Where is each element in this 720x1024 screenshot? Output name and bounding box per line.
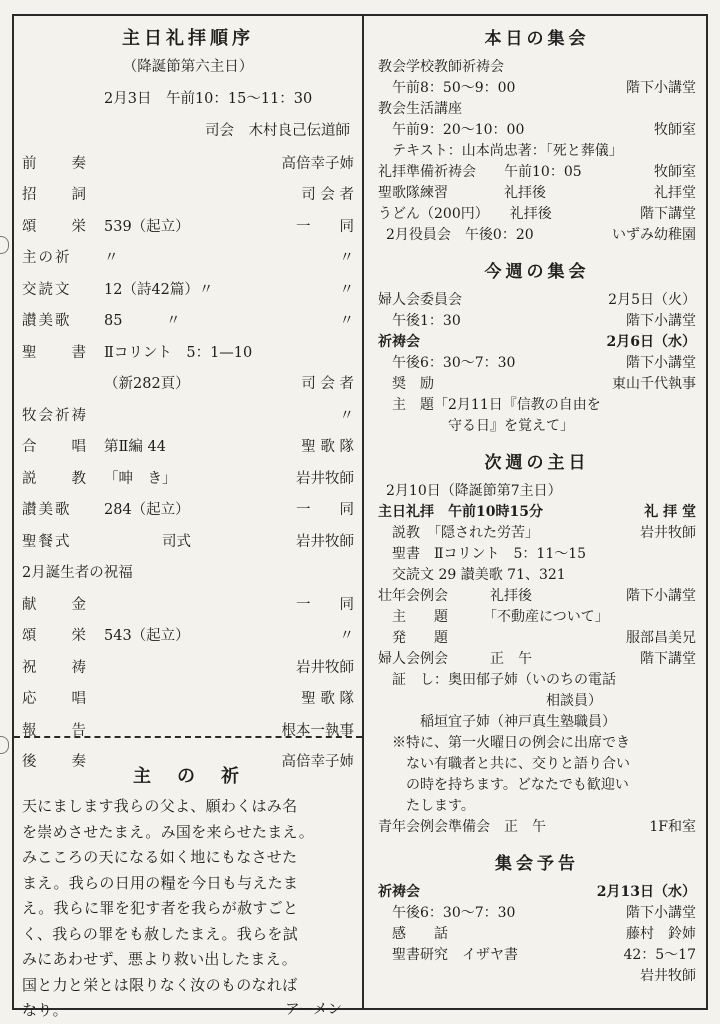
upcoming-line xyxy=(378,965,696,986)
order-label: 讃美歌 xyxy=(22,502,72,519)
order-leader: 一 同 xyxy=(296,596,354,613)
order-leader: 高倍幸子姉 xyxy=(281,754,354,771)
order-row xyxy=(22,211,354,243)
nextweek-line xyxy=(378,753,696,774)
thisweek-line-text: 婦人会委員会 xyxy=(378,292,462,308)
nextweek-line-place: 礼 拝 堂 xyxy=(644,504,696,520)
today-line-text: 午前9：20〜10：00 xyxy=(392,122,525,138)
order-label: 頌 栄 xyxy=(22,218,88,235)
order-detail: 85 〃 xyxy=(104,313,181,330)
order-row xyxy=(22,652,354,684)
nextweek-line-place: 岩井牧師 xyxy=(640,525,696,541)
nextweek-line-text: 発 題 xyxy=(392,630,448,646)
nextweek-line-text: 婦人会例会 正 午 xyxy=(378,651,532,667)
upcoming-line-place: 2月13日（水） xyxy=(596,884,696,900)
today-line xyxy=(378,77,696,98)
order-row xyxy=(22,148,354,180)
order-row xyxy=(22,526,354,558)
order-leader: 聖 歌 隊 xyxy=(301,439,354,456)
prayer-amen: アーメン xyxy=(285,1001,342,1018)
prayer-title: 主 の 祈 xyxy=(133,766,243,787)
order-label: 招 詞 xyxy=(22,187,88,204)
order-detail: 539（起立） xyxy=(104,218,190,235)
nextweek-line xyxy=(378,480,696,501)
today-line-place: 牧師室 xyxy=(654,122,696,138)
today-line-place: 階下小講堂 xyxy=(626,80,696,96)
prayer-section xyxy=(22,760,354,1021)
today-line-place: 牧師室 xyxy=(654,164,696,180)
nextweek-line xyxy=(378,627,696,648)
thisweek-line-text: 奨 励 xyxy=(392,376,434,392)
order-row xyxy=(22,558,354,590)
order-detail: 司式 xyxy=(104,533,191,550)
order-row xyxy=(22,306,354,338)
upcoming-line-place: 岩井牧師 xyxy=(640,968,696,984)
order-row xyxy=(22,274,354,306)
order-label: 讃美歌 xyxy=(22,313,72,330)
worship-subtitle: （降誕節第六主日） xyxy=(122,59,254,75)
nextweek-line-text: たします。 xyxy=(392,798,475,814)
thisweek-line xyxy=(378,289,696,310)
today-line-text: テキスト：山本尚忠著：「死と葬儀」 xyxy=(392,143,623,159)
upcoming-title: 集会予告 xyxy=(495,854,579,874)
right-column xyxy=(378,24,696,986)
nextweek-line xyxy=(378,648,696,669)
nextweek-line-text: 主日礼拝 午前10時15分 xyxy=(378,504,543,520)
order-leader: 一 同 xyxy=(296,502,354,519)
prayer-line: 天にまします我らの父よ、願わくはみ名 xyxy=(22,797,298,815)
order-leader: 聖 歌 隊 xyxy=(301,691,354,708)
today-line xyxy=(378,182,696,203)
order-leader: 岩井牧師 xyxy=(296,533,354,550)
today-line xyxy=(378,161,696,182)
today-line-text: 午前8：50〜9：00 xyxy=(392,80,516,96)
order-label: 応 唱 xyxy=(22,691,88,708)
order-leader: 高倍幸子姉 xyxy=(281,155,354,172)
nextweek-line-place: 服部昌美兄 xyxy=(626,630,696,646)
nextweek-line xyxy=(378,774,696,795)
thisweek-line xyxy=(378,352,696,373)
thisweek-line-place: 階下小講堂 xyxy=(626,355,696,371)
nextweek-line-text: 説教 「隠された労苦」 xyxy=(392,525,539,541)
order-row xyxy=(22,621,354,653)
order-leader: 岩井牧師 xyxy=(296,470,354,487)
nextweek-list xyxy=(378,480,696,837)
nextweek-line-text: 2月10日（降誕節第7主日） xyxy=(386,483,562,499)
order-label: 献 金 xyxy=(22,596,88,613)
order-detail: Ⅱコリント 5：1—10 xyxy=(104,344,253,361)
nextweek-line-text: ない有職者と共に、交りと語り合い xyxy=(392,756,630,772)
thisweek-line-text: 祈祷会 xyxy=(378,334,420,350)
column-divider xyxy=(362,14,364,1010)
order-leader: 〃 xyxy=(339,250,354,267)
nextweek-line-text: 相談員） xyxy=(378,693,602,709)
order-detail: 第Ⅱ編 44 xyxy=(104,439,166,456)
today-line-text: 礼拝準備祈祷会 午前10：05 xyxy=(378,164,582,180)
prayer-text xyxy=(22,794,354,1024)
today-line-place: 階下講堂 xyxy=(640,206,696,222)
order-detail: （新282頁） xyxy=(104,376,190,393)
prayer-line: まえ。我らの日用の糧を今日も与えたま xyxy=(22,873,299,892)
nextweek-line xyxy=(378,564,696,585)
worship-date: 2月3日 午前10：15〜11：30 xyxy=(104,91,313,107)
thisweek-line-place: 階下小講堂 xyxy=(626,313,696,329)
nextweek-line-place: 階下小講堂 xyxy=(626,588,696,604)
thisweek-line-text: 主 題「2月11日『信教の自由を xyxy=(392,397,601,413)
thisweek-line xyxy=(378,331,696,352)
order-leader: 根本一執事 xyxy=(281,722,354,739)
thisweek-line-place: 2月6日（水） xyxy=(606,334,696,350)
nextweek-line-text: 聖書 Ⅱコリント 5：11〜15 xyxy=(392,546,587,562)
order-detail: 284（起立） xyxy=(104,502,190,519)
upcoming-line-text: 午後6：30〜7：30 xyxy=(392,905,516,921)
upcoming-line xyxy=(378,881,696,902)
order-label: 聖餐式 xyxy=(22,533,72,550)
upcoming-line-place: 藤村 鈴姉 xyxy=(626,926,696,942)
nextweek-line xyxy=(378,816,696,837)
nextweek-line xyxy=(378,501,696,522)
nextweek-line-place: 1F和室 xyxy=(649,819,696,835)
upcoming-line-place: 階下小講堂 xyxy=(626,905,696,921)
today-line-place: いずみ幼稚園 xyxy=(612,227,696,243)
today-line xyxy=(378,98,696,119)
thisweek-line xyxy=(378,415,696,436)
thisweek-line-text: 午後6：30〜7：30 xyxy=(392,355,516,371)
order-leader: 岩井牧師 xyxy=(296,659,354,676)
order-label: 報 告 xyxy=(22,722,88,739)
nextweek-line xyxy=(378,795,696,816)
upcoming-line xyxy=(378,902,696,923)
order-label: 2月誕生者の祝福 xyxy=(22,565,133,582)
thisweek-line xyxy=(378,310,696,331)
prayer-line: 国と力と栄とは限りなく汝のものなれば xyxy=(22,975,298,994)
order-row xyxy=(22,715,354,747)
prayer-line: なり。 xyxy=(22,1001,68,1019)
upcoming-list xyxy=(378,881,696,986)
order-label: 祝 祷 xyxy=(22,659,88,676)
nextweek-line xyxy=(378,543,696,564)
nextweek-line xyxy=(378,711,696,732)
thisweek-line-place: 2月5日（火） xyxy=(608,292,696,308)
nextweek-line xyxy=(378,690,696,711)
nextweek-title: 次週の主日 xyxy=(484,453,590,473)
prayer-line: みこころの天になる如く地にもなさせた xyxy=(22,848,298,866)
today-line-place: 礼拝堂 xyxy=(654,185,696,201)
today-line-text: 教会生活講座 xyxy=(378,101,462,117)
order-row xyxy=(22,589,354,621)
prayer-line: を崇めさせたまえ。み国を来らせたまえ。 xyxy=(22,822,315,841)
nextweek-line-text: 証 し：奥田郁子姉（いのちの電話 xyxy=(392,672,616,688)
upcoming-line-text: 感 話 xyxy=(392,926,448,942)
order-leader: 〃 xyxy=(339,407,354,424)
nextweek-line xyxy=(378,669,696,690)
punch-hole-bottom xyxy=(0,736,9,754)
today-line xyxy=(378,224,696,245)
nextweek-line xyxy=(378,732,696,753)
thisweek-title: 今週の集会 xyxy=(484,262,590,282)
nextweek-line-text: 青年会例会準備会 正 午 xyxy=(378,819,546,835)
nextweek-line-text: ※特に、第一火曜日の例会に出席でき xyxy=(392,735,630,751)
order-label: 牧会祈祷 xyxy=(22,407,88,424)
thisweek-line-place: 東山千代執事 xyxy=(612,376,696,392)
thisweek-line-text: 守る日』を覚えて」 xyxy=(392,418,574,434)
order-leader: 司 会 者 xyxy=(301,376,354,393)
today-line-text: うどん（200円） 礼拝後 xyxy=(378,206,552,222)
nextweek-line-text: 主 題 「不動産について」 xyxy=(392,609,609,625)
nextweek-line-place: 階下講堂 xyxy=(640,651,696,667)
today-line-text: 聖歌隊練習 礼拝後 xyxy=(378,185,546,201)
today-line xyxy=(378,119,696,140)
nextweek-line xyxy=(378,606,696,627)
order-label: 交読文 xyxy=(22,281,72,298)
prayer-line: く、我らの罪をも赦したまえ。我らを試 xyxy=(22,924,299,943)
nextweek-line-text: 稲垣宜子姉（神戸真生塾職員） xyxy=(378,714,616,730)
order-label: 合 唱 xyxy=(22,439,88,456)
nextweek-line-text: の時を持ちます。どなたでも歓迎い xyxy=(392,777,629,793)
worship-title: 主日礼拝順序 xyxy=(122,28,254,49)
thisweek-line xyxy=(378,394,696,415)
order-label: 説 教 xyxy=(22,470,88,487)
worship-officiant: 司会 木村良己伝道師 xyxy=(205,123,350,139)
thisweek-line-text: 午後1：30 xyxy=(392,313,461,329)
nextweek-line-text: 交読文 29 讃美歌 71、321 xyxy=(392,567,566,583)
upcoming-line xyxy=(378,944,696,965)
order-row xyxy=(22,432,354,464)
today-line xyxy=(378,203,696,224)
prayer-line: みにあわせず、悪より救い出したまえ。 xyxy=(22,950,298,968)
order-leader: 〃 xyxy=(339,628,354,645)
order-detail: 〃 xyxy=(104,250,119,267)
today-line-text: 教会学校教師祈祷会 xyxy=(378,59,504,75)
order-of-service xyxy=(22,148,354,778)
order-leader: 〃 xyxy=(339,281,354,298)
upcoming-line-place: 42：5〜17 xyxy=(623,947,696,963)
order-label: 主の祈 xyxy=(22,250,72,267)
order-leader: 一 同 xyxy=(296,218,354,235)
today-line xyxy=(378,140,696,161)
order-leader: 司 会 者 xyxy=(301,187,354,204)
order-label: 頌 栄 xyxy=(22,628,88,645)
nextweek-line xyxy=(378,585,696,606)
order-row xyxy=(22,337,354,369)
upcoming-line-text: 聖書研究 イザヤ書 xyxy=(392,947,518,963)
prayer-line: え。我らに罪を犯す者を我らが赦すごと xyxy=(22,899,299,917)
order-label: 前 奏 xyxy=(22,155,88,172)
today-line xyxy=(378,56,696,77)
nextweek-line xyxy=(378,522,696,543)
upcoming-line-text: 祈祷会 xyxy=(378,884,420,900)
today-list xyxy=(378,56,696,245)
order-row xyxy=(22,684,354,716)
punch-hole-top xyxy=(0,236,9,254)
order-row xyxy=(22,495,354,527)
order-detail: 「呻 き」 xyxy=(104,470,177,487)
order-row xyxy=(22,243,354,275)
order-row xyxy=(22,400,354,432)
upcoming-line xyxy=(378,923,696,944)
order-leader: 〃 xyxy=(339,313,354,330)
thisweek-line xyxy=(378,373,696,394)
nextweek-line-text: 壮年会例会 礼拝後 xyxy=(378,588,532,604)
order-row xyxy=(22,369,354,401)
order-row xyxy=(22,180,354,212)
order-detail: 543（起立） xyxy=(104,628,190,645)
thisweek-list xyxy=(378,289,696,436)
order-label: 聖 書 xyxy=(22,344,88,361)
order-detail: 12（詩42篇）〃 xyxy=(104,281,214,298)
order-row xyxy=(22,463,354,495)
left-column xyxy=(22,24,354,1019)
order-label: 後 奏 xyxy=(22,754,88,771)
today-line-text: 2月役員会 午後0：20 xyxy=(386,227,534,243)
today-title: 本日の集会 xyxy=(484,29,590,49)
